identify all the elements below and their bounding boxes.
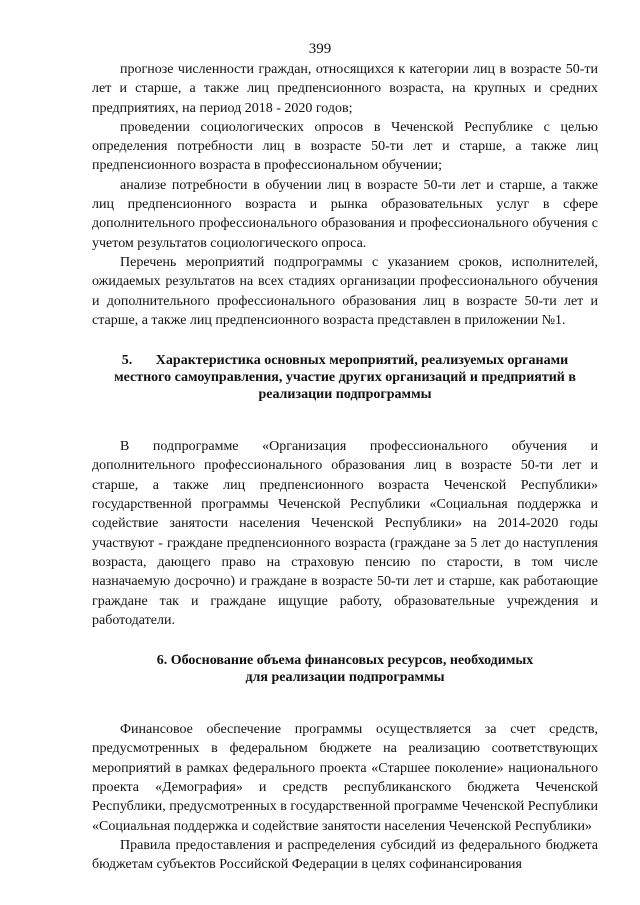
section-5-number: 5. <box>121 353 133 369</box>
section-6-heading-line2: для реализации подпрограммы <box>245 670 445 686</box>
section-5-heading-line2: местного самоуправления, участие других организаций и предприятий в <box>114 370 576 386</box>
section-6-paragraph-rules: Правила предоставления и распределения субсидий из федерального бюджета бюджетам субъектов Российской Федерации в целях софинансирования <box>92 837 598 873</box>
section-5-heading-line1: 5. Характеристика основных мероприятий, реализуемых органами <box>121 353 569 369</box>
section-6-heading-line1: 6. Обоснование объема финансовых ресурсов, необходимых <box>156 653 534 669</box>
section-6-paragraph-financing: Финансовое обеспечение программы осуществляется за счет средств, предусмотренных в федеральном бюджете на реализацию соответствующих мероприятий в рамках федерального проекта «Старшее поколение» национального проекта «Демография» и средств республиканского бюджета Чеченской Республики, предусмотренных в государственной программе Чеченской Республики «Социальная поддержка и содействие занятости населения Чеченской Республики» <box>92 722 598 834</box>
section-5-paragraph: В подпрограмме «Организация профессионального обучения и дополнительного профессионального образования лиц в возрасте 50-ти лет и старше, а также лиц предпенсионного возраста Чеченской Республики» государственной программы Чеченской Республики «Социальная поддержка и содействие занятости населения Чеченской Республики» на 2014-2020 годы участвуют - граждане предпенсионного возраста (граждане за 5 лет до наступления возраста, дающего право на страховую пенсию по старости, в том числе назначаемую досрочно) и граждане в возрасте 50-ти лет и старше, как работающие граждане так и граждане ищущие работу, образовательные учреждения и работодатели. <box>92 439 598 628</box>
section-5-heading-line3: реализации подпрограммы <box>258 387 432 403</box>
intro-item-forecast: прогнозе численности граждан, относящихся к категории лиц в возрасте 50-ти лет и старше, а также лиц предпенсионного возраста, на крупных и средних предприятиях, на период 2018 - 2020 годов; <box>92 62 598 116</box>
intro-item-surveys: проведении социологических опросов в Чеченской Республике с целью определения потребности лиц в возрасте 50-ти лет и старше, а также лиц предпенсионного возраста в профессиональном обучении; <box>92 119 598 174</box>
page-content <box>92 60 598 875</box>
activities-list-paragraph: Перечень мероприятий подпрограммы с указанием сроков, исполнителей, ожидаемых результатов на всех стадиях организации профессионального обучения и дополнительного профессионального образования лиц в возрасте 50-ти лет и старше, а также лиц предпенсионного возраста представлен в приложении №1. <box>92 254 598 328</box>
section-5-heading <box>92 352 598 403</box>
page-number: 399 <box>308 41 332 57</box>
intro-item-analysis: анализе потребности в обучении лиц в возрасте 50-ти лет и старше, а также лиц предпенсионного возраста и рынка образовательных услуг в сфере дополнительного профессионального образования и профессионального обучения с учетом результатов социологического опроса. <box>92 177 598 251</box>
section-6-heading <box>92 652 598 686</box>
